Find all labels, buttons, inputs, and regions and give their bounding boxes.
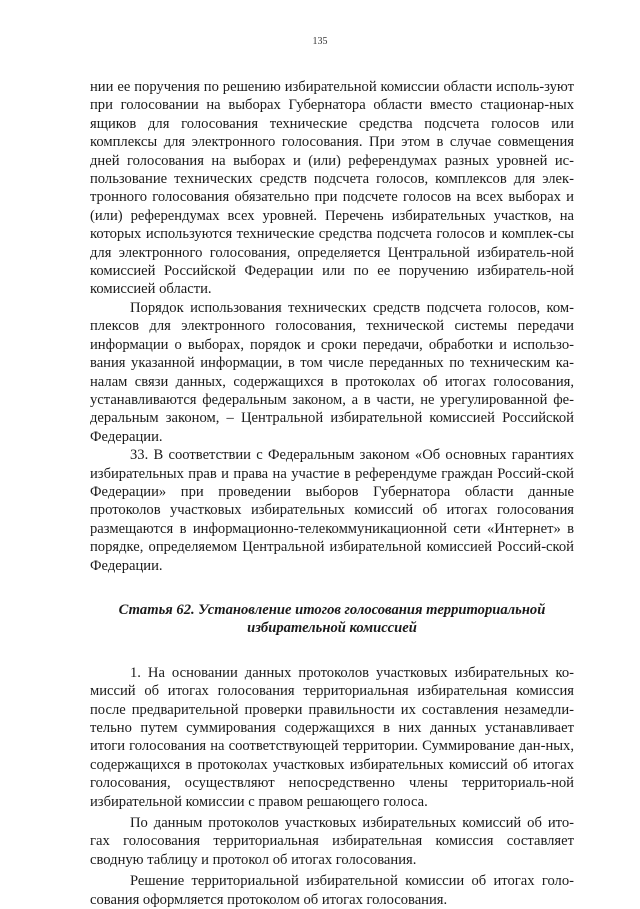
article-heading-line-1: Статья 62. Установление итогов голосования территориальной [118, 601, 546, 618]
page-number: 135 [312, 36, 328, 47]
paragraph-continuation: нии ее поручения по решению избирательной комиссии области исполь-зуют при голосовании на выборах Губернатора области вместо стационар-ных ящиков для голосования технические средства подсчета голосов или комплексы для электронного голосования. При этом в случае совмещения дней голосования на выборах и (или) референдумах разных уровней ис-пользование технических средств подсчета голосов, комплексов для элек-тронного голосования обязательно при подсчете голосов на всех выборах и (или) референдумах всех уровней. Перечень избирательных участков, на которых используются технические средства подсчета голосов и комплек-сы для электронного голосования, определяется Центральной избиратель-ной комиссией Российской Федерации или по ее поручению избиратель-ной комиссией области. [90, 79, 574, 298]
article-paragraph-1: 1. На основании данных протоколов участковых избирательных ко-миссий об итогах голосования территориальная избирательная комиссия после предварительной проверки правильности их составления незамедли-тельно путем суммирования содержащихся в них данных устанавливает итоги голосования на соответствующей территории. Суммирование дан-ных, содержащихся в протоколах участковых избирательных комиссий об итогах голосования, осуществляют непосредственно члены территориаль-ной избирательной комиссии с правом решающего голоса. [90, 664, 574, 810]
article-62-heading [90, 601, 574, 638]
article-paragraph-2: По данным протоколов участковых избирательных комиссий об ито-гах голосования территориальная избирательная комиссия составляет сводную таблицу и протокол об итогах голосования. [90, 815, 574, 868]
paragraph-procedure: Порядок использования технических средств подсчета голосов, ком-плексов для электронного голосования, технической системы передачи информации о выборах, порядок и сроки передачи, обработки и использо-вания указанной информации, в том числе переданных по техническим ка-налам связи данных, содержащихся в протоколах об итогах голосования, устанавливаются федеральным законом, а в части, не урегулированной фе-деральным законом, – Центральной избирательной комиссией Российской Федерации. [90, 299, 574, 445]
article-heading-line-2: избирательной комиссией [247, 620, 417, 637]
document-body [90, 78, 574, 909]
article-paragraph-3: Решение территориальной избирательной комиссии об итогах голо-сования оформляется протоколом об итогах голосования. [90, 873, 574, 908]
paragraph-item-33: 33. В соответствии с Федеральным законом «Об основных гарантиях избирательных прав и права на участие в референдуме граждан Россий-ской Федерации» при проведении выборов Губернатора области данные протоколов участковых избирательных комиссий об итогах голосования размещаются в информационно-телекоммуникационной сети «Интернет» в порядке, определяемом Центральной избирательной комиссией Россий-ской Федерации. [90, 447, 574, 574]
